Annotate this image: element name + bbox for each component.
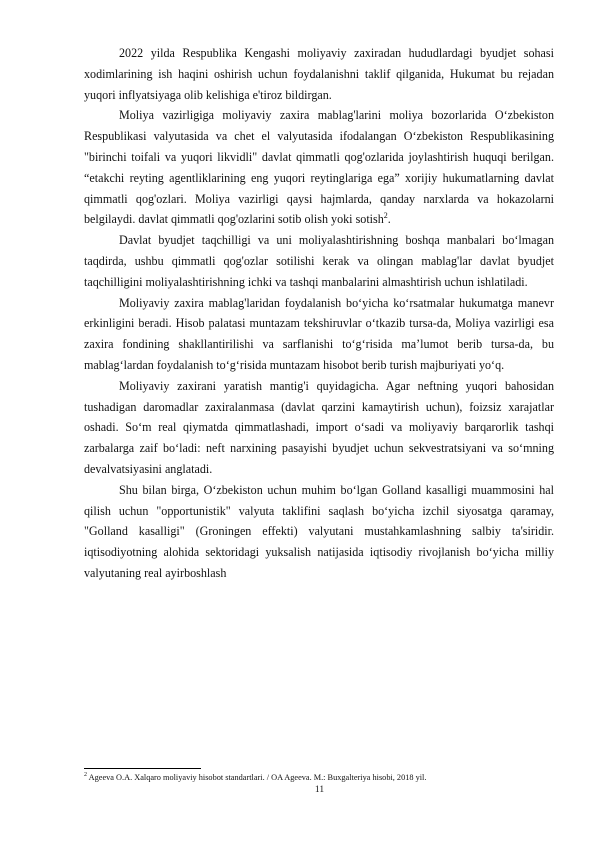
footnote-text: Ageeva O.A. Xalqaro moliyaviy hisobot standartlari. / OA Ageeva. M.: Buxgalteriya hisobi, 2018 yil.: [87, 773, 427, 782]
paragraph-5: Moliyaviy zaxirani yaratish mantig'i quyidagicha. Agar neftning yuqori bahosidan tushadigan daromadlar zaxiralanmasa (davlat qarzini kamaytirish uchun), foizsiz xarajatlar oshadi. So‘m real qiymatda qimmatlashadi, import o‘sadi va moliyaviy barqarorlik tashqi zarbalarga zaif bo‘ladi: neft narxining pasayishi byudjet uchun sekvestratsiyani va so‘mning devalvatsiyasini anglatadi.: [84, 378, 554, 476]
page-number: 11: [314, 785, 325, 795]
paragraph-1: 2022 yilda Respublika Kengashi moliyaviy zaxiradan hududlardagi byudjet sohasi xodimlarining ish haqini oshirish uchun foydalanishni taklif qilganida, Hukumat bu rejadan yuqori inflyatsiyaga olib kelishiga e'tiroz bildirgan.: [84, 46, 554, 102]
paragraph-2: Moliya vazirligiga moliyaviy zaxira mablag'larini moliya bozorlarida O‘zbekiston Respublikasi valyutasida va chet el valyutasida ifodalangan O‘zbekiston Respublikasining "birinchi toifali va yuqori likvidli" davlat qimmatli qog'ozlarida joylashtirish huquqi berilgan. “etakchi reyting agentliklarining eng yuqori reytinglariga ega” xorijiy hukumatlarning davlat qimmatli qog'ozlari. Moliya vazirligi qaysi hajmlarda, qanday narxlarda va hokazolarni belgilaydi. davlat qimmatli qog'ozlarini sotib olish yoki sotish$^2$.: [84, 108, 554, 227]
paragraph-6: Shu bilan birga, O‘zbekiston uchun muhim bo‘lgan Golland kasalligi muammosini hal qilish uchun "opportunistik" valyuta taklifini saqlash bo‘yicha izchil siyosatga qaramay, "Golland kasalligi" (Groningen effekti) valyutani mustahkamlashning salbiy ta'siridir. iqtisodiyotning alohida sektoridagi yuksalish natijasida iqtisodiy rivojlanish bo‘yicha milliy valyutaning real ayirboshlash: [84, 482, 554, 580]
footnote-reference[interactable]: 2: [383, 211, 388, 221]
footnote: [84, 772, 554, 783]
body-text: [84, 43, 554, 584]
paragraph-3: Davlat byudjet taqchilligi va uni moliyalashtirishning boshqa manbalari bo‘lmagan taqdirda, ushbu qimmatli qog'ozlar sotilishi kerak va olingan mablag'lar davlat byudjet taqchilligini moliyalashtirishning ichki va tashqi manbalarini almashtirish uchun ishlatiladi.: [84, 233, 554, 289]
footnote-marker: 2: [84, 772, 87, 779]
paragraph-4: Moliyaviy zaxira mablag'laridan foydalanish bo‘yicha ko‘rsatmalar hukumatga manevr erkinligini beradi. Hisob palatasi muntazam tekshiruvlar o‘tkazib tursa-da, Moliya vazirligi esa zaxira fondining shakllantirilishi va sarflanishi to‘g‘risida ma’lumot berib tursa-da, bu mablag‘lardan foydalanish to‘g‘risida muntazam hisobot berib turish majburiyati yo‘q.: [84, 295, 554, 372]
footnote-separator: [84, 768, 201, 769]
